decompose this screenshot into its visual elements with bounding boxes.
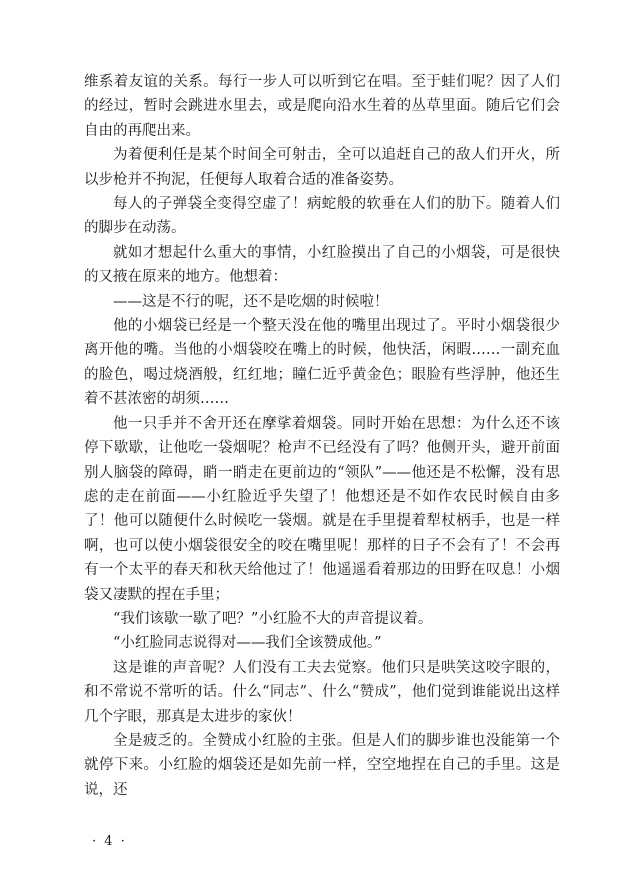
paragraph: 每人的子弹袋全变得空虚了！病蛇般的软垂在人们的肋下。随着人们的脚步在动荡。 [84,196,560,237]
paragraph: “小红脸同志说得对——我们全该赞成他。” [113,635,382,652]
paragraph: 就如才想起什么重大的事情，小红脸摸出了自己的小烟袋，可是很快的又掖在原来的地方。他想着： [84,244,560,286]
text-body [84,70,560,802]
paragraph: 他一只手并不舍开还在摩挲着烟袋。同时开始在思想：为什么还不该停下歇歇，让他吃一袋烟呢？枪声不已经没有了吗？他侧开头，避开前面别人脑袋的障碍，睄一睄走在更前边的“领队”——他还是不松懈，没有思虑的走在前面——小红脸近乎失望了！他想还是不如作农民时候自由多了！他可以随便什么时候吃一袋烟。就是在手里提着犁杖柄手，也是一样啊，也可以使小烟袋很安全的咬在嘴里呢！那样的日子不会有了！不会再有一个太平的春天和秋天给他过了！他遥遥看着那边的田野在叹息！小烟袋又凄默的捏在手里； [84,415,560,603]
paragraph: ——这是不行的呢，还不是吃烟的时候啦！ [113,293,389,310]
paragraph: 这是谁的声音呢？人们没有工夫去觉察。他们只是哄笑这咬字眼的，和不常说不常听的话。什么“同志”、什么“赞成”，他们觉到谁能说出这样几个字眼，那真是太进步的家伙！ [84,659,560,725]
paragraph: 全是疲乏的。全赞成小红脸的主张。但是人们的脚步谁也没能第一个就停下来。小红脸的烟袋还是如先前一样，空空地捏在自己的手里。这是说，还 [84,732,560,798]
paragraph: 维系着友谊的关系。每行一步人可以听到它在唱。至于蛙们呢？因了人们的经过，暂时会跳进水里去，或是爬向沿水生着的丛草里面。随后它们会自由的再爬出来。 [84,74,560,139]
paragraph: 为着便利任是某个时间全可射击，全可以追赶自己的敌人们开火，所以步枪并不拘泥，任便每人取着合适的准备姿势。 [84,147,560,188]
page-number: · 4 · [92,834,127,849]
paragraph: “我们该歇一歇了吧？”小红脸不大的声音提议着。 [113,610,433,627]
paragraph: 他的小烟袋已经是一个整天没在他的嘴里出现过了。平时小烟袋很少离开他的嘴。当他的小烟袋咬在嘴上的时候，他快活，闲暇……一副充血的脸色，喝过烧酒般，红红地；瞳仁近乎黄金色；眼脸有些浮肿，他还生着不甚浓密的胡须…… [84,318,560,408]
